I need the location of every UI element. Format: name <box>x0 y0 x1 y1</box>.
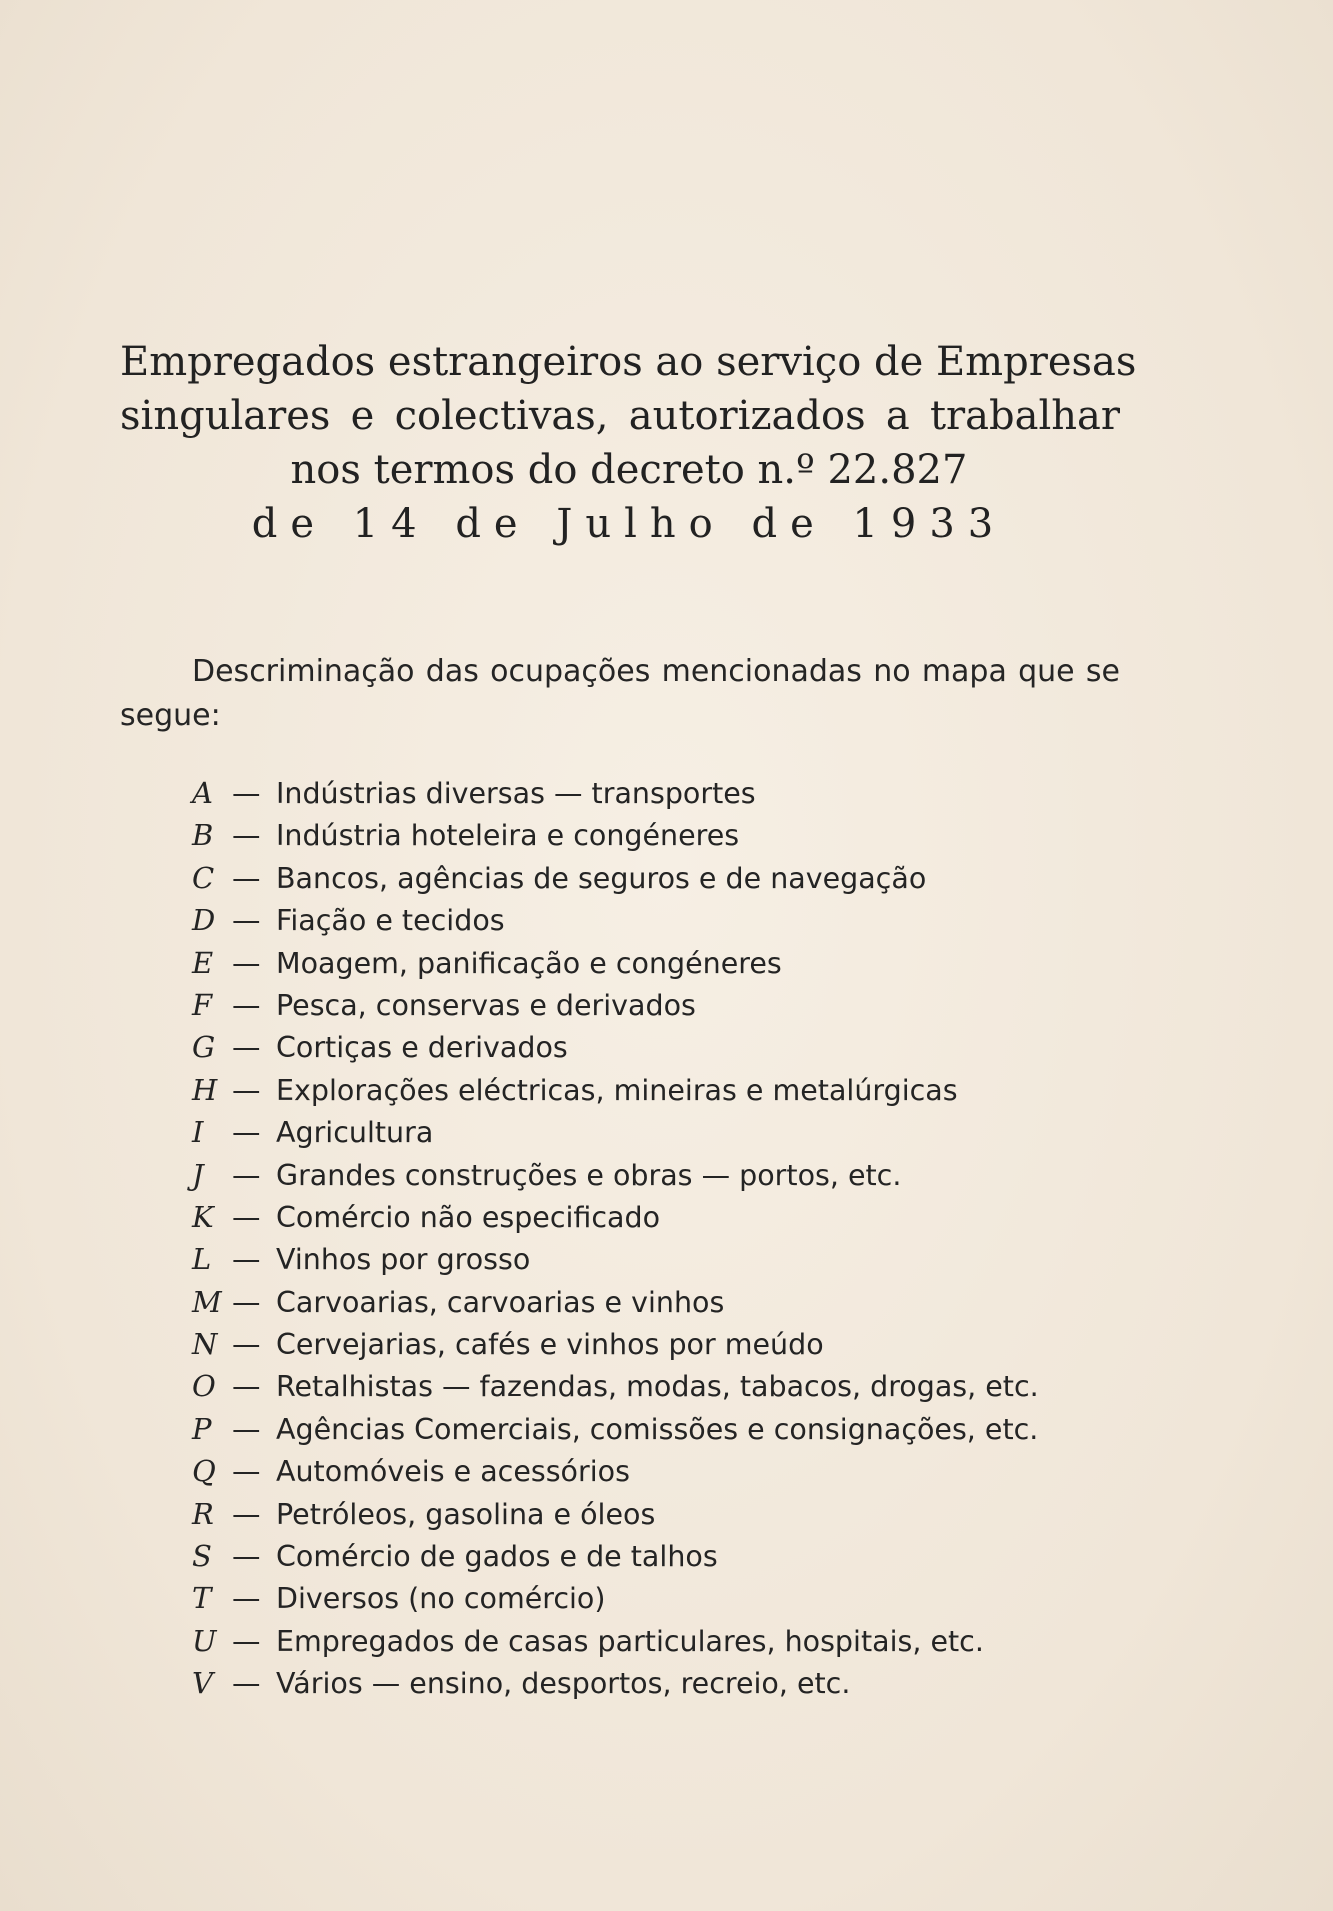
intro-line-2: segue: <box>120 698 221 733</box>
legend-row-k <box>192 1200 1092 1242</box>
legend-code: D <box>192 903 216 938</box>
legend-row-u <box>192 1624 1092 1666</box>
legend-dash: — <box>232 1328 261 1362</box>
legend-code: J <box>192 1157 204 1192</box>
legend-dash: — <box>232 946 261 980</box>
legend-dash: — <box>232 988 261 1022</box>
legend-description: Automóveis e acessórios <box>276 1455 630 1489</box>
legend-code: E <box>192 945 214 980</box>
legend-code: H <box>192 1072 218 1107</box>
legend-row-h <box>192 1073 1092 1115</box>
legend-description: Carvoarias, carvoarias e vinhos <box>276 1285 725 1319</box>
legend-dash: — <box>232 1073 261 1107</box>
legend-code: G <box>192 1030 216 1065</box>
legend-description: Vários — ensino, desportos, recreio, etc. <box>276 1667 851 1701</box>
legend-row-v <box>192 1666 1092 1708</box>
legend-description: Bancos, agências de seguros e de navegação <box>276 861 927 895</box>
legend-row-b <box>192 818 1092 860</box>
intro-paragraph <box>120 650 1120 738</box>
legend-dash: — <box>232 1243 261 1277</box>
legend-code: T <box>192 1581 212 1616</box>
legend-row-f <box>192 988 1092 1030</box>
page-title <box>120 335 1137 551</box>
legend-row-m <box>192 1285 1092 1327</box>
legend-row-q <box>192 1454 1092 1496</box>
legend-row-r <box>192 1497 1092 1539</box>
legend-code: M <box>192 1284 222 1319</box>
legend-dash: — <box>232 1200 261 1234</box>
legend-code: L <box>192 1242 212 1277</box>
legend-description: Agricultura <box>276 1116 434 1150</box>
legend-row-j <box>192 1158 1092 1200</box>
legend-dash: — <box>232 904 261 938</box>
legend-code: U <box>192 1623 217 1658</box>
legend-description: Comércio não especificado <box>276 1200 661 1234</box>
legend-row-e <box>192 946 1092 988</box>
legend-row-i <box>192 1115 1092 1157</box>
legend-description: Grandes construções e obras — portos, etc. <box>276 1158 902 1192</box>
title-line-3: nos termos do decreto n.º 22.827 <box>290 447 968 493</box>
legend-row-t <box>192 1581 1092 1623</box>
legend-row-c <box>192 861 1092 903</box>
legend-dash: — <box>232 1031 261 1065</box>
legend-row-l <box>192 1242 1092 1284</box>
legend-description: Indústrias diversas — transportes <box>276 777 756 810</box>
legend-description: Agências Comerciais, comissões e consignações, etc. <box>276 1412 1039 1446</box>
legend-code: A <box>192 776 213 810</box>
legend-description: Petróleos, gasolina e óleos <box>276 1497 656 1531</box>
legend-dash: — <box>232 1667 261 1701</box>
legend-dash: — <box>232 861 261 895</box>
legend-code: R <box>192 1496 214 1531</box>
legend-code: S <box>192 1539 212 1574</box>
legend-code: O <box>192 1369 216 1404</box>
legend-dash: — <box>232 1116 261 1150</box>
legend-description: Fiação e tecidos <box>276 904 505 938</box>
legend-row-s <box>192 1539 1092 1581</box>
legend-description: Explorações eléctricas, mineiras e metalúrgicas <box>276 1073 958 1107</box>
legend-dash: — <box>232 1158 261 1192</box>
legend-dash: — <box>232 1582 261 1616</box>
legend-row-n <box>192 1327 1092 1369</box>
legend-row-o <box>192 1369 1092 1411</box>
legend-description: Retalhistas — fazendas, modas, tabacos, drogas, etc. <box>276 1370 1039 1404</box>
title-line-4: de 14 de Julho de 1933 <box>251 501 1007 547</box>
legend-dash: — <box>232 1285 261 1319</box>
title-line-2: singulares e colectivas, autorizados a trabalhar <box>120 393 1120 439</box>
legend-description: Indústria hoteleira e congéneres <box>276 819 740 853</box>
legend-description: Moagem, panificação e congéneres <box>276 946 782 980</box>
title-line-1: Empregados estrangeiros ao serviço de Empresas <box>120 339 1137 385</box>
legend-code: P <box>192 1411 212 1446</box>
legend-row-d <box>192 903 1092 945</box>
intro-line-1: Descriminação das ocupações mencionadas no mapa que se <box>192 654 1120 689</box>
legend-dash: — <box>232 1455 261 1489</box>
legend-code: C <box>192 860 215 895</box>
legend-dash: — <box>232 1412 261 1446</box>
legend-dash: — <box>232 1624 261 1658</box>
legend-row-p <box>192 1412 1092 1454</box>
legend-code: I <box>192 1115 204 1150</box>
legend-code: Q <box>192 1454 216 1489</box>
legend-code: B <box>192 818 214 853</box>
legend-row-g <box>192 1030 1092 1072</box>
legend-dash: — <box>232 777 261 810</box>
legend-code: F <box>192 987 213 1022</box>
legend-row-a <box>192 776 1092 818</box>
legend-description: Comércio de gados e de talhos <box>276 1540 718 1574</box>
legend-description: Vinhos por grosso <box>276 1243 531 1277</box>
occupation-legend <box>192 776 1092 1709</box>
legend-description: Diversos (no comércio) <box>276 1582 606 1616</box>
legend-dash: — <box>232 1370 261 1404</box>
legend-dash: — <box>232 819 261 853</box>
legend-code: K <box>192 1199 214 1234</box>
legend-dash: — <box>232 1540 261 1574</box>
legend-dash: — <box>232 1497 261 1531</box>
legend-code: V <box>192 1666 213 1701</box>
legend-code: N <box>192 1327 218 1362</box>
legend-description: Cortiças e derivados <box>276 1031 568 1065</box>
legend-description: Empregados de casas particulares, hospitais, etc. <box>276 1624 984 1658</box>
legend-description: Cervejarias, cafés e vinhos por meúdo <box>276 1328 824 1362</box>
legend-description: Pesca, conservas e derivados <box>276 988 696 1022</box>
